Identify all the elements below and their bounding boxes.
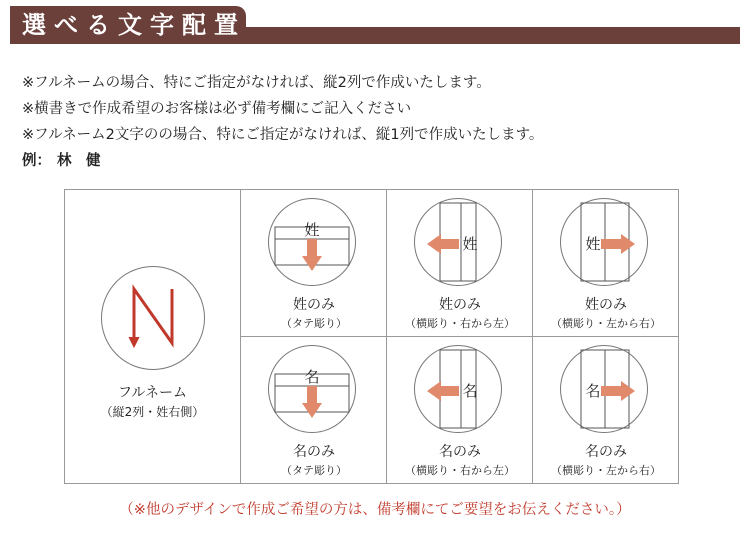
layout-subtitle: （横彫り・左から右） (551, 464, 661, 477)
note-horizontal: ※横書きで作成希望のお客様は必ず備考欄にご記入ください (22, 101, 412, 117)
seal-char: 名 (304, 368, 320, 386)
section-title: 選べる文字配置 (22, 10, 246, 39)
layout-option-sei-horizontal-ltr (532, 190, 678, 337)
layout-option-sei-horizontal-rtl (386, 190, 532, 337)
example-label: 例： (22, 153, 51, 169)
seal-char: 姓 (304, 221, 320, 239)
notes-block (22, 70, 543, 174)
layout-option-sei-vertical (240, 190, 386, 337)
seal-char: 姓 (585, 235, 601, 253)
layout-title: 姓のみ (585, 297, 627, 313)
seal-circle (268, 198, 356, 286)
seal-circle (268, 345, 356, 433)
seal-char: 名 (585, 382, 601, 400)
layout-subtitle: （タテ彫り） (281, 464, 347, 477)
layout-title: 姓のみ (293, 297, 335, 313)
note-two-char: ※フルネーム2文字のの場合、特にご指定がなければ、縦1列で作成いたします。 (22, 127, 544, 143)
footer-note: （※他のデザインで作成ご希望の方は、備考欄にてご要望をお伝えください。） (119, 502, 631, 518)
layout-option-mei-horizontal-ltr (532, 337, 678, 484)
layout-subtitle: （横彫り・右から左） (405, 464, 515, 477)
left-arrow-diagram (415, 346, 501, 432)
layout-option-mei-vertical (240, 337, 386, 484)
vertical-arrow-diagram (269, 199, 355, 285)
layout-title: 名のみ (293, 444, 335, 460)
seal-circle (414, 198, 502, 286)
seal-char: 姓 (462, 235, 478, 253)
seal-circle (101, 266, 205, 370)
note-fullname: ※フルネームの場合、特にご指定がなければ、縦2列で作成いたします。 (22, 75, 491, 91)
section-header (0, 0, 750, 46)
example-name: 林 健 (57, 153, 101, 169)
seal-circle (560, 198, 648, 286)
layout-title: フルネーム (117, 385, 188, 401)
left-arrow-diagram (415, 199, 501, 285)
seal-char: 名 (462, 382, 478, 400)
layout-subtitle: （タテ彫り） (281, 317, 347, 330)
example-line (22, 148, 543, 174)
seal-circle (560, 345, 648, 433)
right-arrow-diagram (561, 346, 647, 432)
seal-circle (414, 345, 502, 433)
right-arrow-diagram (561, 199, 647, 285)
layout-subtitle: （横彫り・左から右） (551, 317, 661, 330)
layout-option-fullname (65, 190, 240, 483)
layout-title: 姓のみ (439, 297, 481, 313)
layout-grid (64, 189, 679, 484)
vertical-arrow-diagram (269, 346, 355, 432)
n-path-icon (102, 267, 204, 369)
layout-subtitle: （横彫り・右から左） (405, 317, 515, 330)
layout-subtitle: （縦2列・姓右側） (100, 405, 205, 419)
layout-option-mei-horizontal-rtl (386, 337, 532, 484)
layout-title: 名のみ (585, 444, 627, 460)
layout-title: 名のみ (439, 444, 481, 460)
